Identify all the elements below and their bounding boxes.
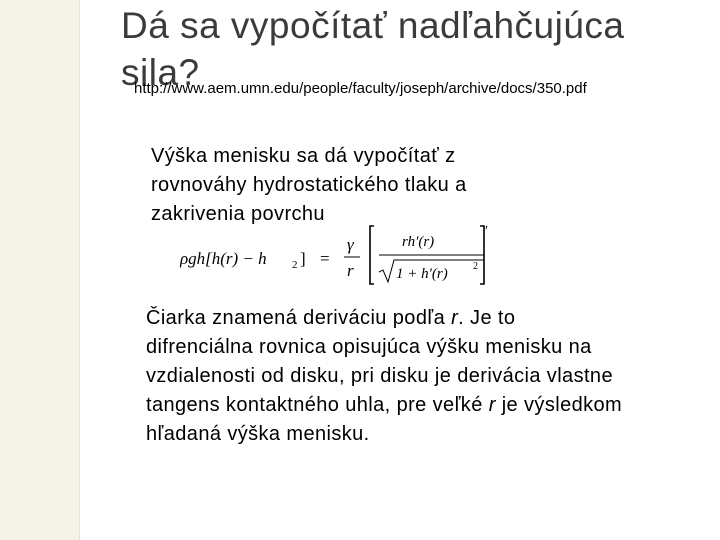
equation-denominator: 1 + h′(r) xyxy=(396,266,448,282)
equation-square: 2 xyxy=(473,261,478,272)
explanation-var-r-2: r xyxy=(488,394,496,416)
explanation-part-2: . Je to difrenciálna rovnica opisujúca výšku menisku na vzdialenosti od disku, pri disku je derivácia vlastne tangens kontaktného uhla, pre veľké xyxy=(146,307,613,416)
meniscus-equation xyxy=(180,222,490,288)
decorative-left-band xyxy=(0,0,80,540)
source-url: http://www.aem.umn.edu/people/faculty/joseph/archive/docs/350.pdf xyxy=(134,80,587,97)
left-big-bracket xyxy=(370,226,374,284)
equation-lhs: ρgh[h(r) − h xyxy=(180,249,267,268)
slide-title: Dá sa vypočítať nadľahčujúca sila? xyxy=(121,5,625,93)
explanation-part-1: Čiarka znamená deriváciu podľa xyxy=(146,307,452,329)
equation-lhs-bracket: ] xyxy=(300,249,306,268)
equation-lhs-subscript: 2 xyxy=(292,259,298,271)
explanation-var-r-1: r xyxy=(451,307,459,329)
intro-paragraph: Výška menisku sa dá vypočítať z rovnováhy hydrostatického tlaku a zakrivenia povrchu xyxy=(151,145,467,225)
equation-gamma: γ xyxy=(347,235,354,254)
explanation-paragraph xyxy=(146,304,626,449)
equation-equals: = xyxy=(320,249,330,268)
equation-r: r xyxy=(347,261,354,280)
equation-prime: ′ xyxy=(485,224,489,239)
equation-numerator: rh′(r) xyxy=(402,234,435,250)
explanation-part-3: je výsledkom hľadaná výška menisku. xyxy=(146,394,623,445)
